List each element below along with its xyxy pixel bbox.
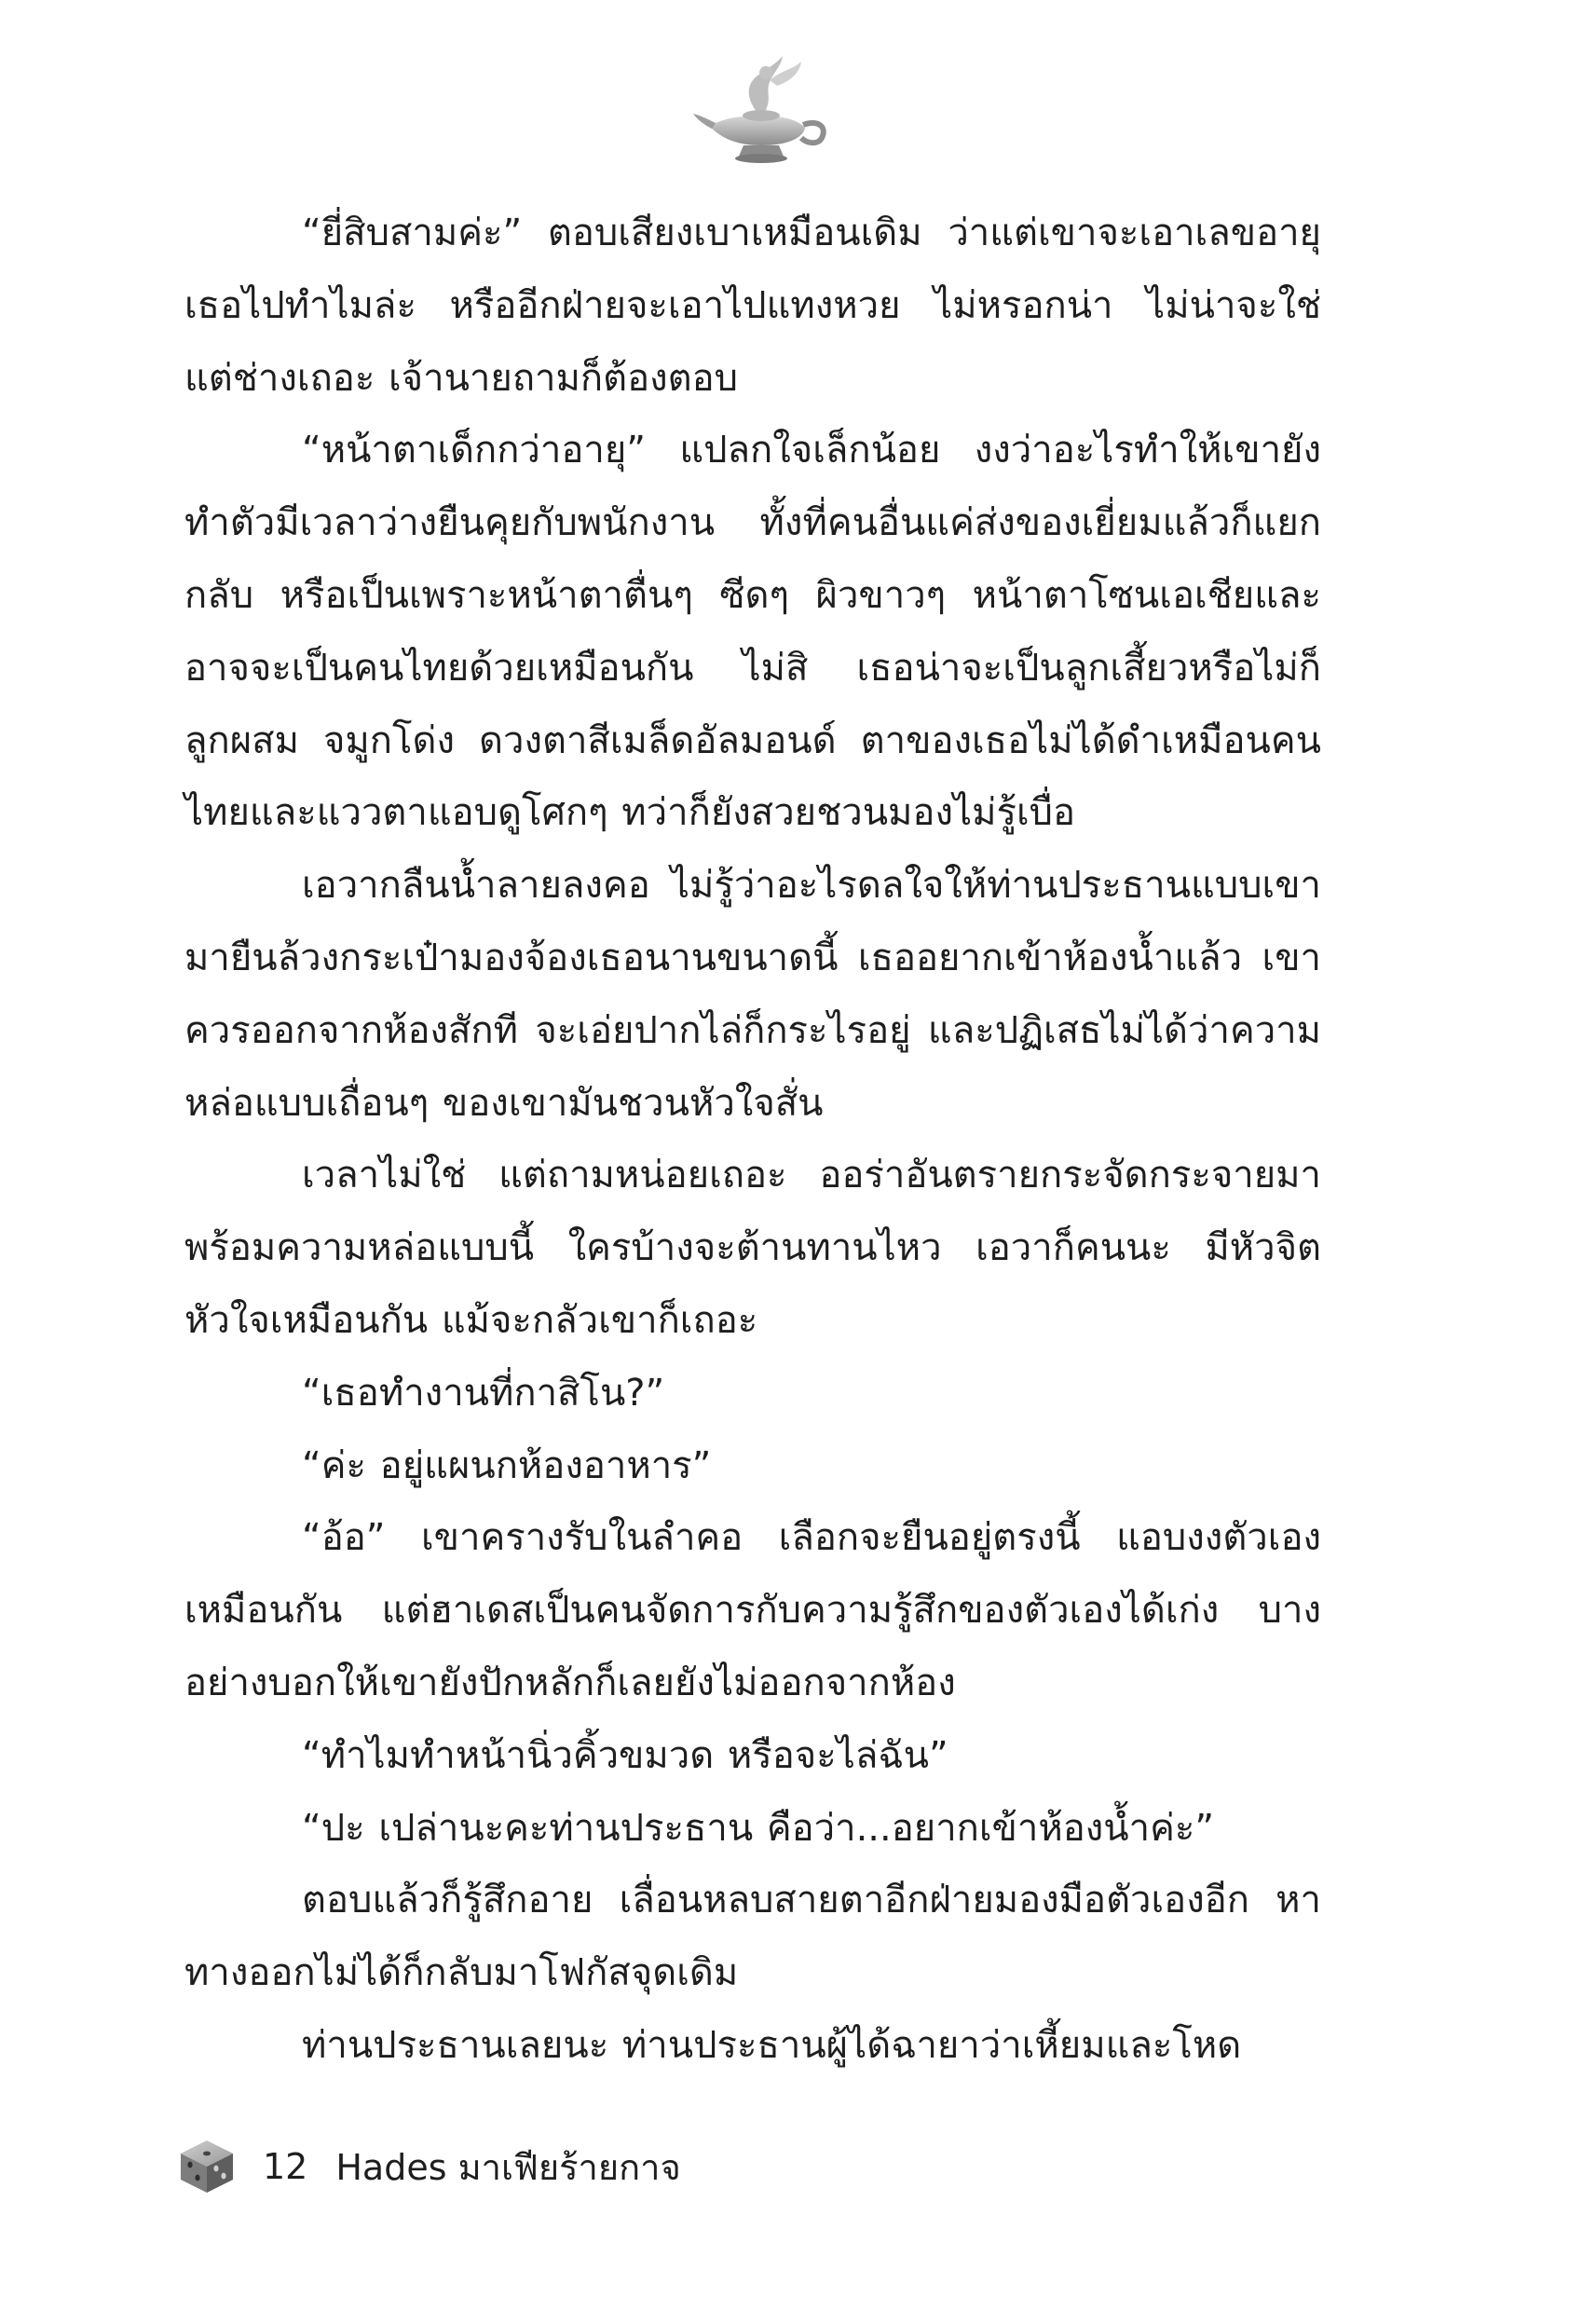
- paragraph: “อ้อ” เขาครางรับในลำคอ เลือกจะยืนอยู่ตรงนี้ แอบงงตัวเองเหมือนกัน แต่ฮาเดสเป็นคนจัดการกับความรู้สึกของตัวเองได้เก่ง บางอย่างบอกให้เขายังปักหลักก็เลยยังไม่ออกจากห้อง: [184, 1516, 1321, 1704]
- paragraph: เอวากลืนน้ำลายลงคอ ไม่รู้ว่าอะไรดลใจให้ท่านประธานแบบเขามายืนล้วงกระเป๋ามองจ้องเธอนานขนาดนี้ เธออยากเข้าห้องน้ำแล้ว เขาควรออกจากห้องสักที จะเอ่ยปากไล่ก็กระไรอยู่ และปฏิเสธไม่ได้ว่าความหล่อแบบเถื่อนๆ ของเขามันชวนหัวใจสั่น: [184, 864, 1321, 1125]
- paragraph: “ยี่สิบสามค่ะ” ตอบเสียงเบาเหมือนเดิม ว่าแต่เขาจะเอาเลขอายุเธอไปทำไมล่ะ หรืออีกฝ่ายจะเอาไปแทงหวย ไม่หรอกน่า ไม่น่าจะใช่ แต่ช่างเถอะ เจ้านายถามก็ต้องตอบ: [184, 212, 1321, 400]
- paragraph: เวลาไม่ใช่ แต่ถามหน่อยเถอะ ออร่าอันตรายกระจัดกระจายมาพร้อมความหล่อแบบนี้ ใครบ้างจะต้านทานไหว เอวาก็คนนะ มีหัวจิตหัวใจเหมือนกัน แม้จะกลัวเขาก็เถอะ: [184, 1154, 1321, 1342]
- dialogue-line: “ปะ เปล่านะคะท่านประธาน คือว่า...อยากเข้าห้องน้ำค่ะ”: [302, 1806, 1215, 1850]
- dialogue-line: “เธอทำงานที่กาสิโน?”: [302, 1371, 665, 1415]
- page-footer: [177, 2134, 681, 2199]
- paragraph: ตอบแล้วก็รู้สึกอาย เลื่อนหลบสายตาอีกฝ่ายมองมือตัวเองอีก หาทางออกไม่ได้ก็กลับมาโฟกัสจุดเดิม: [184, 1879, 1321, 1995]
- story-text: [184, 198, 1321, 2083]
- book-title: Hades มาเฟียร้ายกาจ: [335, 2146, 681, 2188]
- dialogue-line: “ทำไมทำหน้านิ่วคิ้วขมวด หรือจะไล่ฉัน”: [302, 1733, 948, 1777]
- paragraph: “หน้าตาเด็กกว่าอายุ” แปลกใจเล็กน้อย งงว่าอะไรทำให้เขายังทำตัวมีเวลาว่างยืนคุยกับพนักงาน ทั้งที่คนอื่นแค่ส่งของเยี่ยมแล้วก็แยกกลับ หรือเป็นเพราะหน้าตาตื่นๆ ซีดๆ ผิวขาวๆ หน้าตาโซนเอเชียและอาจจะเป็นคนไทยด้วยเหมือนกัน ไม่สิ เธอน่าจะเป็นลูกเสี้ยวหรือไม่ก็ลูกผสม จมูกโด่ง ดวงตาสีเมล็ดอัลมอนด์ ตาของเธอไม่ได้ดำเหมือนคนไทยและแววตาแอบดูโศกๆ ทว่าก็ยังสวยชวนมองไม่รู้เบื่อ: [184, 429, 1321, 835]
- dice-icon: [177, 2137, 237, 2196]
- page-number: 12: [263, 2146, 308, 2187]
- dialogue-line: “ค่ะ อยู่แผนกห้องอาหาร”: [302, 1443, 712, 1487]
- paragraph: ท่านประธานเลยนะ ท่านประธานผู้ได้ฉายาว่าเหี้ยมและโหด: [302, 2023, 1242, 2067]
- magic-lamp-icon: [691, 54, 831, 166]
